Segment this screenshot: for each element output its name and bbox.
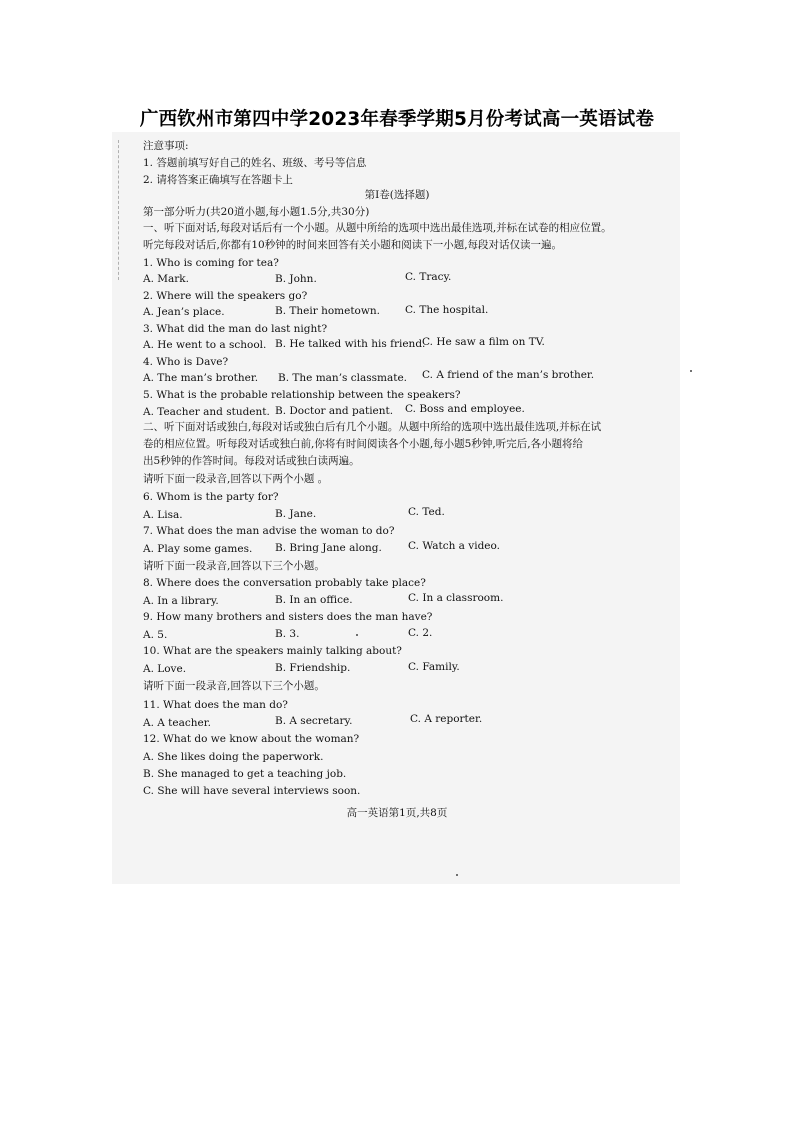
question-stem: 9. How many brothers and sisters does the man have?: [143, 611, 433, 623]
option-b: B. Bring Jane along.: [275, 542, 382, 554]
option-b: B. Friendship.: [275, 662, 351, 674]
listening-instruction: 请听下面一段录音,回答以下三个小题。: [143, 680, 325, 692]
option-c: C. 2.: [408, 627, 433, 639]
question-stem: 5. What is the probable relationship between the speakers?: [143, 389, 461, 401]
option-b: B. In an office.: [275, 594, 353, 606]
option-c: C. He saw a film on TV.: [422, 336, 545, 348]
option-a: A. A teacher.: [143, 717, 211, 729]
option-a: A. Jean’s place.: [143, 306, 225, 318]
listening-instruction: 请听下面一段录音,回答以下三个小题。: [143, 560, 325, 572]
option-c: C. A friend of the man’s brother.: [422, 369, 595, 381]
option-b: B. Doctor and patient.: [275, 405, 394, 417]
option-c: C. Boss and employee.: [405, 403, 525, 415]
question-stem: 12. What do we know about the woman?: [143, 733, 360, 745]
scan-speck: [456, 874, 458, 876]
listening-instruction: 请听下面一段录音,回答以下两个小题 。: [143, 473, 329, 485]
option-c: C. Ted.: [408, 506, 445, 518]
scan-speck: [356, 634, 358, 636]
option-c: C. The hospital.: [405, 304, 489, 316]
option-c: C. She will have several interviews soon.: [143, 785, 361, 797]
notice-item: 1. 答题前填写好自己的姓名、班级、考号等信息: [143, 157, 367, 169]
section1-intro: 一、听下面对话,每段对话后有一个小题。从题中所给的选项中选出最佳选项,并标在试卷的相应位置。: [143, 222, 612, 234]
section2-intro: 二、听下面对话或独白,每段对话或独白后有几个小题。从题中所给的选项中选出最佳选项,并标在试: [143, 421, 602, 433]
part1-heading: 第一部分听力(共20道小题,每小题1.5分,共30分): [143, 206, 370, 218]
question-stem: 6. Whom is the party for?: [143, 491, 279, 503]
option-a: A. The man’s brother.: [143, 372, 259, 384]
notice-heading: 注意事项:: [143, 140, 189, 152]
page-title: 广西钦州市第四中学2023年春季学期5月份考试高一英语试卷: [139, 109, 655, 130]
option-c: C. Watch a video.: [408, 540, 500, 552]
question-stem: 3. What did the man do last night?: [143, 323, 328, 335]
option-a: A. She likes doing the paperwork.: [143, 751, 324, 763]
page-footer: 高一英语第1页,共8页: [346, 807, 448, 819]
option-a: A. Play some games.: [143, 543, 253, 555]
section1-intro: 听完每段对话后,你都有10秒钟的时间来回答有关小题和阅读下一小题,每段对话仅读一遍。: [143, 239, 563, 251]
option-a: A. Love.: [143, 663, 187, 675]
option-a: A. 5.: [143, 629, 168, 641]
scan-speck: [690, 370, 692, 372]
option-a: A. Lisa.: [143, 509, 183, 521]
volume-title: 第Ⅰ卷(选择题): [364, 189, 430, 201]
option-b: B. He talked with his friend.: [275, 338, 426, 350]
option-a: A. He went to a school.: [143, 339, 267, 351]
question-stem: 10. What are the speakers mainly talking about?: [143, 645, 402, 657]
question-stem: 1. Who is coming for tea?: [143, 257, 279, 269]
option-c: C. Family.: [408, 661, 460, 673]
question-stem: 4. Who is Dave?: [143, 356, 229, 368]
question-stem: 8. Where does the conversation probably take place?: [143, 577, 426, 589]
notice-item: 2. 请将答案正确填写在答题卡上: [143, 174, 293, 186]
option-b: B. 3.: [275, 628, 300, 640]
option-a: A. Teacher and student.: [143, 406, 270, 418]
option-a: A. Mark.: [143, 273, 189, 285]
option-b: B. A secretary.: [275, 715, 353, 727]
question-stem: 7. What does the man advise the woman to do?: [143, 525, 395, 537]
binding-edge-marks: [118, 140, 129, 280]
option-b: B. Jane.: [275, 508, 317, 520]
option-b: B. Their hometown.: [275, 305, 380, 317]
option-c: C. A reporter.: [410, 713, 483, 725]
option-b: B. John.: [275, 273, 317, 285]
option-c: C. Tracy.: [405, 271, 452, 283]
question-stem: 2. Where will the speakers go?: [143, 290, 308, 302]
option-c: C. In a classroom.: [408, 592, 504, 604]
option-b: B. She managed to get a teaching job.: [143, 768, 347, 780]
section2-intro: 出5秒钟的作答时间。每段对话或独白读两遍。: [143, 455, 360, 467]
question-stem: 11. What does the man do?: [143, 699, 288, 711]
option-b: B. The man’s classmate.: [278, 372, 408, 384]
option-a: A. In a library.: [143, 595, 219, 607]
section2-intro: 卷的相应位置。听每段对话或独白前,你将有时间阅读各个小题,每小题5秒钟,听完后,各小题将给: [143, 438, 584, 450]
